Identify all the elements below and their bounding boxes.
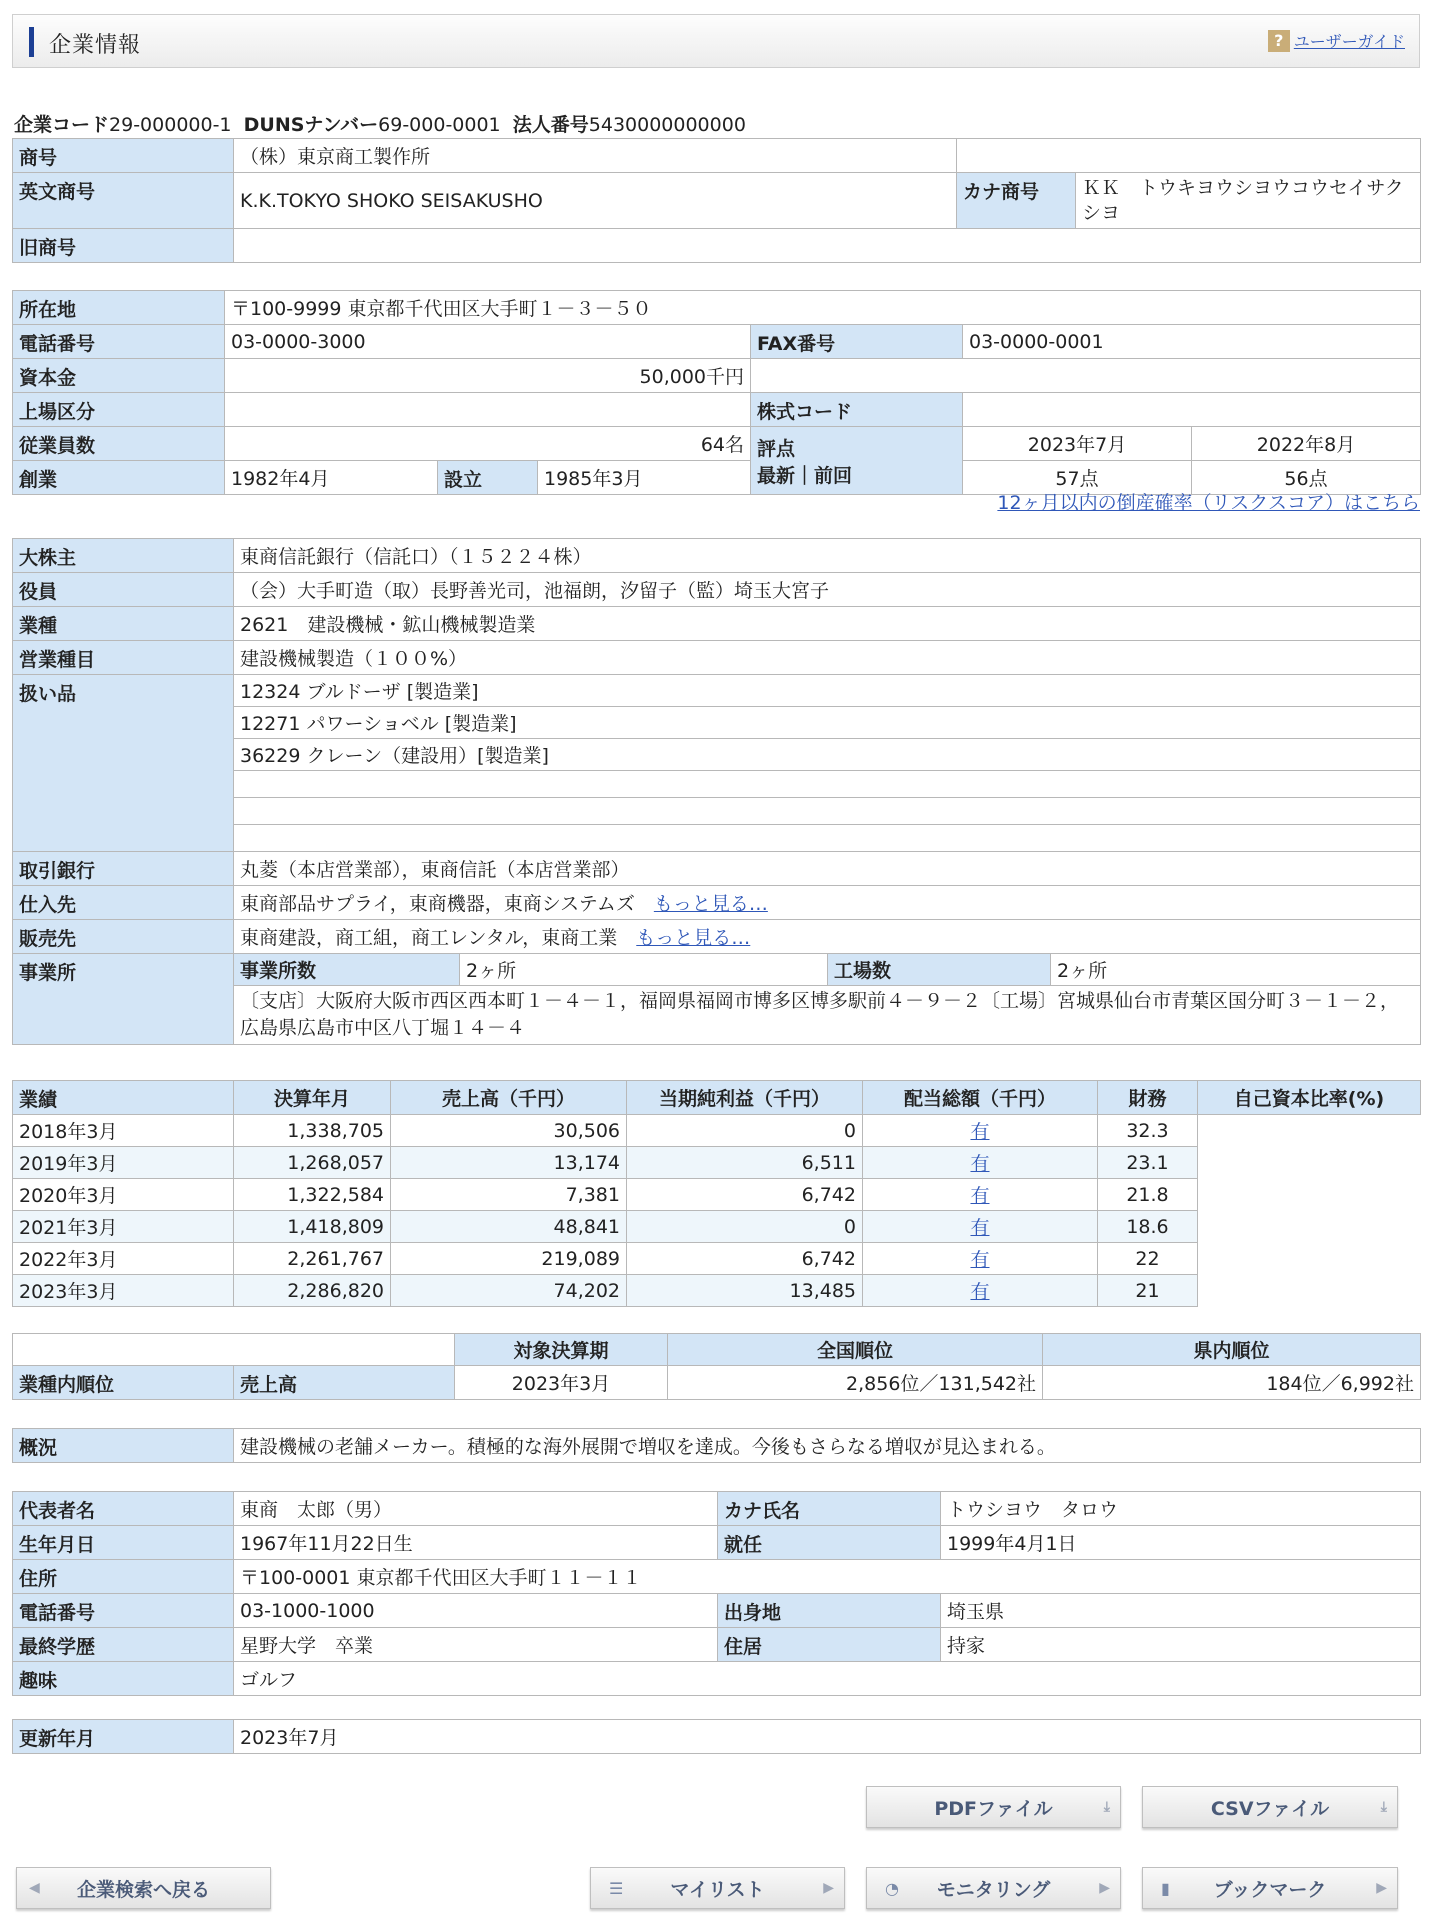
value-rep-phone: 03-1000-1000 — [234, 1594, 718, 1628]
perf-header: 当期純利益（千円） — [627, 1081, 863, 1115]
business-info-table — [12, 538, 1421, 1045]
perf-cell-financials — [863, 1179, 1098, 1211]
value-rep-name: 東商 太郎（男） — [234, 1492, 718, 1526]
perf-cell: 22 — [1098, 1243, 1198, 1275]
perf-cell: 2023年3月 — [13, 1275, 234, 1307]
perf-header: 自己資本比率(%) — [1198, 1081, 1421, 1115]
risk-score-link[interactable]: 12ヶ月以内の倒産確率（リスクスコア）はこちら — [997, 492, 1420, 514]
header-accent-bar — [29, 27, 34, 57]
duns-number: 69-000-0001 — [378, 114, 501, 136]
perf-cell: 21 — [1098, 1275, 1198, 1307]
suppliers-text: 東商部品サプライ，東商機器，東商システムズ — [240, 893, 635, 915]
score-latest: 57点 — [963, 461, 1192, 495]
value-founded: 1982年4月 — [225, 461, 438, 495]
perf-cell: 1,322,584 — [234, 1179, 391, 1211]
financials-link[interactable]: 有 — [970, 1121, 990, 1143]
value-origin: 埼玉県 — [941, 1594, 1421, 1628]
product-item: 12324 ブルドーザ [製造業] — [234, 675, 1421, 707]
value-capital: 50,000千円 — [225, 359, 751, 393]
value-employees: 64名 — [225, 427, 751, 461]
label-industry-rank: 業種内順位 — [13, 1366, 234, 1400]
value-kana-name: ＫＫ トウキヨウシヨウコウセイサクシヨ — [1076, 173, 1421, 229]
perf-cell: 1,418,809 — [234, 1211, 391, 1243]
value-suppliers — [234, 886, 1421, 920]
value-factory-count: 2ヶ所 — [1051, 954, 1421, 986]
list-icon: ☰ — [609, 1878, 624, 1898]
value-education: 星野大学 卒業 — [234, 1628, 718, 1662]
value-rep-kana: トウシヨウ タロウ — [941, 1492, 1421, 1526]
csv-button-label: CSVファイル — [1210, 1797, 1330, 1820]
overview-table — [12, 1428, 1421, 1463]
chevron-right-icon: ▶ — [1376, 1880, 1387, 1896]
representative-table — [12, 1491, 1421, 1696]
mylist-button[interactable] — [590, 1867, 845, 1909]
perf-cell-financials — [863, 1115, 1098, 1147]
label-industry: 業種 — [13, 607, 234, 641]
download-icon: ⤓ — [1380, 1799, 1387, 1815]
rank-header-pref: 県内順位 — [1043, 1334, 1421, 1366]
value-address: 〒100-9999 東京都千代田区大手町１－３－５０ — [225, 291, 1421, 325]
financials-link[interactable]: 有 — [970, 1281, 990, 1303]
value-phone: 03-0000-3000 — [225, 325, 751, 359]
perf-cell: 32.3 — [1098, 1115, 1198, 1147]
value-listing — [225, 393, 751, 427]
name-table — [12, 138, 1421, 263]
bookmark-button-label: ブックマーク — [1213, 1878, 1327, 1901]
perf-cell: 23.1 — [1098, 1147, 1198, 1179]
financials-link[interactable]: 有 — [970, 1153, 990, 1175]
suppliers-more-link[interactable]: もっと見る… — [653, 893, 768, 915]
label-sales-rank: 売上高 — [234, 1366, 455, 1400]
chevron-right-icon: ▶ — [823, 1880, 834, 1896]
pdf-button[interactable] — [866, 1786, 1121, 1828]
company-code-label: 企業コード — [14, 114, 110, 136]
back-button-label: 企業検索へ戻る — [76, 1878, 210, 1901]
value-business-type: 建設機械製造（１００%） — [234, 641, 1421, 675]
label-rep-address: 住所 — [13, 1560, 234, 1594]
label-established: 設立 — [438, 461, 538, 495]
bookmark-icon: ▮ — [1161, 1878, 1170, 1898]
bookmark-button[interactable] — [1142, 1867, 1398, 1909]
value-rep-address: 〒100-0001 東京都千代田区大手町１１－１１ — [234, 1560, 1421, 1594]
perf-cell: 1,338,705 — [234, 1115, 391, 1147]
monitoring-button[interactable] — [866, 1867, 1121, 1909]
perf-cell: 1,268,057 — [234, 1147, 391, 1179]
ranking-table — [12, 1333, 1421, 1400]
monitoring-button-label: モニタリング — [936, 1878, 1051, 1901]
score-date-prev: 2022年8月 — [1192, 427, 1421, 461]
label-capital: 資本金 — [13, 359, 225, 393]
corp-number: 5430000000000 — [588, 114, 746, 136]
score-sublabel: 最新｜前回 — [757, 464, 853, 487]
perf-cell: 6,742 — [627, 1243, 863, 1275]
value-hobby: ゴルフ — [234, 1662, 1421, 1696]
product-item — [234, 825, 1421, 852]
perf-cell: 0 — [627, 1115, 863, 1147]
perf-cell: 7,381 — [391, 1179, 627, 1211]
label-offices: 事業所 — [13, 954, 234, 1045]
value-shogo: （株）東京商工製作所 — [234, 139, 957, 173]
label-stock-code: 株式コード — [751, 393, 963, 427]
label-appointed: 就任 — [718, 1526, 941, 1560]
perf-cell: 2018年3月 — [13, 1115, 234, 1147]
value-residence: 持家 — [941, 1628, 1421, 1662]
perf-row — [13, 1179, 1421, 1211]
perf-cell: 13,485 — [627, 1275, 863, 1307]
perf-cell: 6,511 — [627, 1147, 863, 1179]
value-eng-name: K.K.TOKYO SHOKO SEISAKUSHO — [234, 173, 957, 229]
label-shareholder: 大株主 — [13, 539, 234, 573]
customers-more-link[interactable]: もっと見る… — [636, 927, 751, 949]
perf-cell-financials — [863, 1211, 1098, 1243]
value-office-count: 2ヶ所 — [460, 954, 828, 986]
perf-cell: 30,506 — [391, 1115, 627, 1147]
pdf-button-label: PDFファイル — [934, 1797, 1053, 1820]
label-performance: 業績 — [13, 1081, 234, 1115]
duns-label: DUNSナンバー — [243, 114, 379, 136]
product-item — [234, 798, 1421, 825]
value-overview: 建設機械の老舗メーカー。積極的な海外展開で増収を達成。今後もさらなる増収が見込まれる。 — [234, 1429, 1421, 1463]
label-hobby: 趣味 — [13, 1662, 234, 1696]
score-prev: 56点 — [1192, 461, 1421, 495]
perf-row — [13, 1147, 1421, 1179]
product-item: 12271 パワーショベル [製造業] — [234, 707, 1421, 739]
value-office-detail: 〔支店〕大阪府大阪市西区西本町１－４－１，福岡県福岡市博多区博多駅前４－９－２〔工場〕宮城県仙台市青葉区国分町３－１－２，広島県広島市中区八丁堀１４－４ — [234, 986, 1421, 1045]
label-suppliers: 仕入先 — [13, 886, 234, 920]
performance-table — [12, 1080, 1421, 1307]
value-old-name — [234, 229, 1421, 263]
user-guide[interactable] — [1268, 29, 1405, 52]
label-eng-name: 英文商号 — [13, 173, 234, 229]
label-origin: 出身地 — [718, 1594, 941, 1628]
perf-cell: 2020年3月 — [13, 1179, 234, 1211]
label-business-type: 営業種目 — [13, 641, 234, 675]
perf-cell-financials — [863, 1147, 1098, 1179]
company-codes — [14, 110, 746, 137]
page-title: 企業情報 — [49, 33, 142, 58]
perf-header: 売上高（千円） — [391, 1081, 627, 1115]
label-birth: 生年月日 — [13, 1526, 234, 1560]
value-customers — [234, 920, 1421, 954]
label-listing: 上場区分 — [13, 393, 225, 427]
back-to-search-button[interactable] — [16, 1867, 271, 1909]
label-founded: 創業 — [13, 461, 225, 495]
chevron-left-icon: ◀ — [29, 1880, 40, 1896]
perf-cell: 21.8 — [1098, 1179, 1198, 1211]
label-customers: 販売先 — [13, 920, 234, 954]
perf-cell: 2,261,767 — [234, 1243, 391, 1275]
label-updated: 更新年月 — [13, 1720, 234, 1754]
label-phone: 電話番号 — [13, 325, 225, 359]
value-updated: 2023年7月 — [234, 1720, 1421, 1754]
label-products: 扱い品 — [13, 675, 234, 852]
label-rep-kana: カナ氏名 — [718, 1492, 941, 1526]
label-fax: FAX番号 — [751, 325, 963, 359]
label-score — [751, 427, 963, 495]
value-fax: 03-0000-0001 — [963, 325, 1421, 359]
chevron-right-icon: ▶ — [1099, 1880, 1110, 1896]
perf-cell: 0 — [627, 1211, 863, 1243]
perf-cell: 13,174 — [391, 1147, 627, 1179]
perf-cell: 219,089 — [391, 1243, 627, 1275]
label-residence: 住居 — [718, 1628, 941, 1662]
product-item — [234, 771, 1421, 798]
perf-header: 配当総額（千円） — [863, 1081, 1098, 1115]
label-bank: 取引銀行 — [13, 852, 234, 886]
value-birth: 1967年11月22日生 — [234, 1526, 718, 1560]
value-appointed: 1999年4月1日 — [941, 1526, 1421, 1560]
value-bank: 丸菱（本店営業部），東商信託（本店営業部） — [234, 852, 1421, 886]
value-shareholder: 東商信託銀行（信託口）（１５２２４株） — [234, 539, 1421, 573]
download-icon: ⤓ — [1103, 1799, 1110, 1815]
perf-row — [13, 1275, 1421, 1307]
rank-header-period: 対象決算期 — [455, 1334, 668, 1366]
perf-header: 財務 — [1098, 1081, 1198, 1115]
score-date-latest: 2023年7月 — [963, 427, 1192, 461]
label-rep-name: 代表者名 — [13, 1492, 234, 1526]
perf-row — [13, 1115, 1421, 1147]
value-rank-pref: 184位／6,992社 — [1043, 1366, 1421, 1400]
perf-cell-financials — [863, 1243, 1098, 1275]
label-education: 最終学歴 — [13, 1628, 234, 1662]
perf-cell: 2019年3月 — [13, 1147, 234, 1179]
label-old-name: 旧商号 — [13, 229, 234, 263]
perf-row — [13, 1211, 1421, 1243]
label-officers: 役員 — [13, 573, 234, 607]
perf-cell: 2022年3月 — [13, 1243, 234, 1275]
product-item: 36229 クレーン（建設用）[製造業] — [234, 739, 1421, 771]
perf-cell: 2,286,820 — [234, 1275, 391, 1307]
value-established: 1985年3月 — [538, 461, 751, 495]
label-employees: 従業員数 — [13, 427, 225, 461]
user-guide-link[interactable]: ユーザーガイド — [1293, 32, 1405, 51]
csv-button[interactable] — [1142, 1786, 1398, 1828]
financials-link[interactable]: 有 — [970, 1217, 990, 1239]
score-label: 評点 — [757, 437, 796, 460]
help-icon[interactable]: ? — [1268, 30, 1290, 52]
label-factory-count: 工場数 — [828, 954, 1051, 986]
label-office-count: 事業所数 — [234, 954, 460, 986]
perf-row — [13, 1243, 1421, 1275]
perf-cell: 48,841 — [391, 1211, 627, 1243]
perf-cell-financials — [863, 1275, 1098, 1307]
customers-text: 東商建設，商工組，商工レンタル，東商工業 — [240, 927, 618, 949]
perf-header: 決算年月 — [234, 1081, 391, 1115]
value-officers: （会）大手町造（取）長野善光司，池福朗，汐留子（監）埼玉大宮子 — [234, 573, 1421, 607]
rank-header-national: 全国順位 — [668, 1334, 1043, 1366]
label-rep-phone: 電話番号 — [13, 1594, 234, 1628]
label-overview: 概況 — [13, 1429, 234, 1463]
perf-cell: 2021年3月 — [13, 1211, 234, 1243]
label-kana-name: カナ商号 — [957, 173, 1076, 229]
perf-cell: 74,202 — [391, 1275, 627, 1307]
perf-cell: 18.6 — [1098, 1211, 1198, 1243]
financials-link[interactable]: 有 — [970, 1185, 990, 1207]
value-rank-period: 2023年3月 — [455, 1366, 668, 1400]
perf-cell: 6,742 — [627, 1179, 863, 1211]
basic-info-table — [12, 290, 1421, 495]
corp-number-label: 法人番号 — [512, 114, 589, 136]
value-industry: 2621 建設機械・鉱山機械製造業 — [234, 607, 1421, 641]
label-shogo: 商号 — [13, 139, 234, 173]
financials-link[interactable]: 有 — [970, 1249, 990, 1271]
value-rank-national: 2,856位／131,542社 — [668, 1366, 1043, 1400]
rss-icon: ◔ — [885, 1878, 899, 1898]
updated-table — [12, 1719, 1421, 1754]
label-address: 所在地 — [13, 291, 225, 325]
value-stock-code — [963, 393, 1421, 427]
company-code: 29-000000-1 — [109, 114, 232, 136]
page-header — [12, 14, 1420, 68]
mylist-button-label: マイリスト — [670, 1878, 765, 1901]
